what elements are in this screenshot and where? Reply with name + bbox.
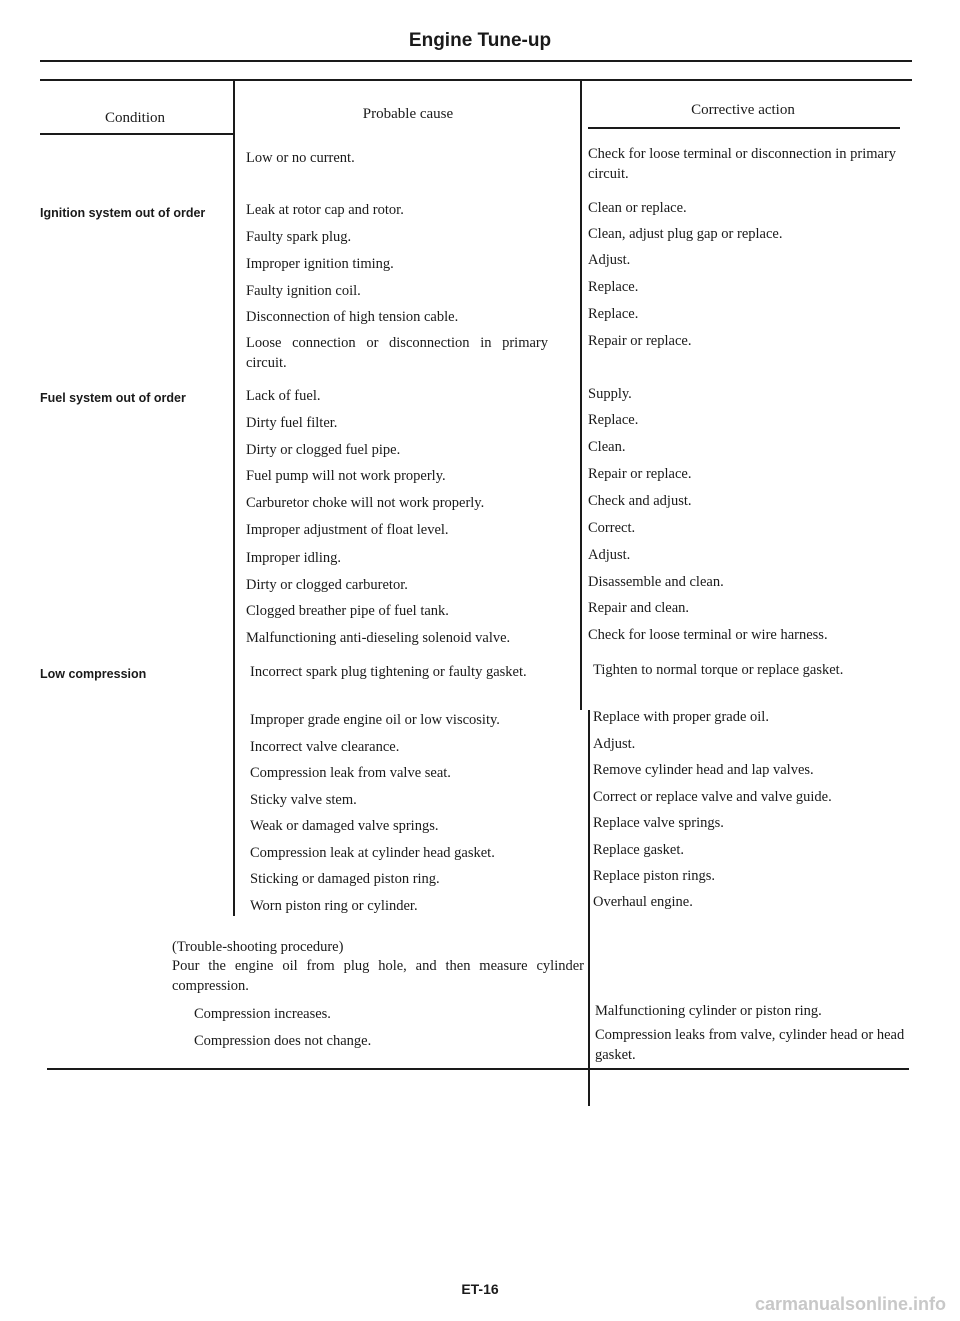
cause-valve-seat: Compression leak from valve seat. — [250, 765, 451, 781]
page-title: Engine Tune-up — [408, 30, 552, 51]
cause-head-gasket: Compression leak at cylinder head gasket. — [250, 845, 495, 861]
top-rule — [40, 60, 912, 62]
header-rule-top — [40, 79, 912, 81]
action-repair-pump: Repair or replace. — [588, 466, 692, 482]
action-replace-gasket: Replace gasket. — [593, 842, 684, 858]
cause-fuel-pipe: Dirty or clogged fuel pipe. — [246, 442, 401, 458]
procedure-heading: (Trouble-shooting procedure) — [172, 939, 344, 955]
condition-low-compression: Low compression — [40, 667, 147, 681]
page-number: ET-16 — [461, 1281, 499, 1297]
cause-choke: Carburetor choke will not work properly. — [246, 495, 485, 511]
cause-ignition-coil: Faulty ignition coil. — [246, 283, 361, 299]
cause-rotor-leak: Leak at rotor cap and rotor. — [246, 202, 404, 218]
procedure-text: Pour the engine oil from plug hole, and then measure cylinder compression. — [172, 958, 584, 994]
condition-fuel-system: Fuel system out of order — [40, 391, 186, 405]
action-repair-circuit: Repair or replace. — [588, 333, 692, 349]
action-adjust-idling: Adjust. — [588, 547, 631, 563]
cause-fuel-pump: Fuel pump will not work properly. — [246, 468, 446, 484]
action-clean-pipe: Clean. — [588, 439, 626, 455]
bottom-rule — [47, 1068, 909, 1070]
action-check-harness: Check for loose terminal or wire harness. — [588, 627, 828, 643]
cause-spark-plug: Faulty spark plug. — [246, 229, 352, 245]
watermark: carmanualsonline.info — [754, 1294, 946, 1314]
cause-solenoid: Malfunctioning anti-dieseling solenoid valve. — [246, 630, 511, 646]
header-condition: Condition — [104, 110, 165, 126]
cause-carburetor: Dirty or clogged carburetor. — [246, 577, 408, 593]
action-clean-replace: Clean or replace. — [588, 200, 687, 216]
action-adjust-timing: Adjust. — [588, 252, 631, 268]
action-replace-coil: Replace. — [588, 279, 639, 295]
cause-oil-grade: Improper grade engine oil or low viscosity. — [250, 712, 500, 728]
action-valve-guide: Correct or replace valve and valve guide. — [593, 789, 832, 805]
cause-valve-stem: Sticky valve stem. — [250, 792, 357, 808]
header-rule-condition — [40, 133, 235, 135]
procedure-cause-increases: Compression increases. — [194, 1006, 331, 1022]
cause-spark-plug-tightening: Incorrect spark plug tightening or faulty gasket. — [250, 664, 527, 680]
action-adjust-gap: Clean, adjust plug gap or replace. — [588, 226, 783, 242]
procedure-action-malfunction: Malfunctioning cylinder or piston ring. — [595, 1003, 822, 1019]
action-disassemble: Disassemble and clean. — [588, 574, 724, 590]
column-divider-action-upper — [580, 80, 582, 710]
action-replace-filter: Replace. — [588, 412, 639, 428]
cause-tension-cable: Disconnection of high tension cable. — [246, 309, 459, 325]
cause-idling: Improper idling. — [246, 550, 342, 566]
cause-loose-connection: Loose connection or disconnection in primary circuit. — [246, 335, 548, 371]
cause-ignition-timing: Improper ignition timing. — [246, 256, 394, 272]
cause-low-current: Low or no current. — [246, 150, 355, 166]
action-replace-oil: Replace with proper grade oil. — [593, 709, 769, 725]
column-divider-cause — [233, 80, 235, 916]
cause-lack-fuel: Lack of fuel. — [246, 388, 321, 404]
header-probable-cause: Probable cause — [362, 106, 454, 122]
action-overhaul: Overhaul engine. — [593, 894, 693, 910]
action-adjust-clearance: Adjust. — [593, 736, 636, 752]
cause-fuel-filter: Dirty fuel filter. — [246, 415, 338, 431]
action-check-choke: Check and adjust. — [588, 493, 692, 509]
action-replace-cable: Replace. — [588, 306, 639, 322]
action-correct-float: Correct. — [588, 520, 636, 536]
condition-ignition-system: Ignition system out of order — [40, 206, 206, 220]
cause-piston-ring: Sticking or damaged piston ring. — [250, 871, 440, 887]
cause-breather-pipe: Clogged breather pipe of fuel tank. — [246, 603, 449, 619]
header-rule-action — [588, 127, 900, 129]
column-divider-action-lower — [588, 710, 590, 1106]
action-check-terminal: Check for loose terminal or disconnection in primary circuit. — [588, 146, 897, 182]
header-corrective-action: Corrective action — [691, 102, 795, 118]
cause-worn-cylinder: Worn piston ring or cylinder. — [250, 898, 418, 914]
cause-float-level: Improper adjustment of float level. — [246, 522, 449, 538]
cause-valve-springs: Weak or damaged valve springs. — [250, 818, 439, 834]
action-supply: Supply. — [588, 386, 632, 402]
action-lap-valves: Remove cylinder head and lap valves. — [593, 762, 814, 778]
procedure-action-leaks: Compression leaks from valve, cylinder head or head gasket. — [595, 1027, 905, 1063]
action-repair-breather: Repair and clean. — [588, 600, 690, 616]
cause-valve-clearance: Incorrect valve clearance. — [250, 739, 400, 755]
procedure-cause-no-change: Compression does not change. — [194, 1033, 372, 1049]
action-tighten-torque: Tighten to normal torque or replace gasket. — [593, 662, 844, 678]
action-replace-springs: Replace valve springs. — [593, 815, 724, 831]
action-replace-rings: Replace piston rings. — [593, 868, 716, 884]
